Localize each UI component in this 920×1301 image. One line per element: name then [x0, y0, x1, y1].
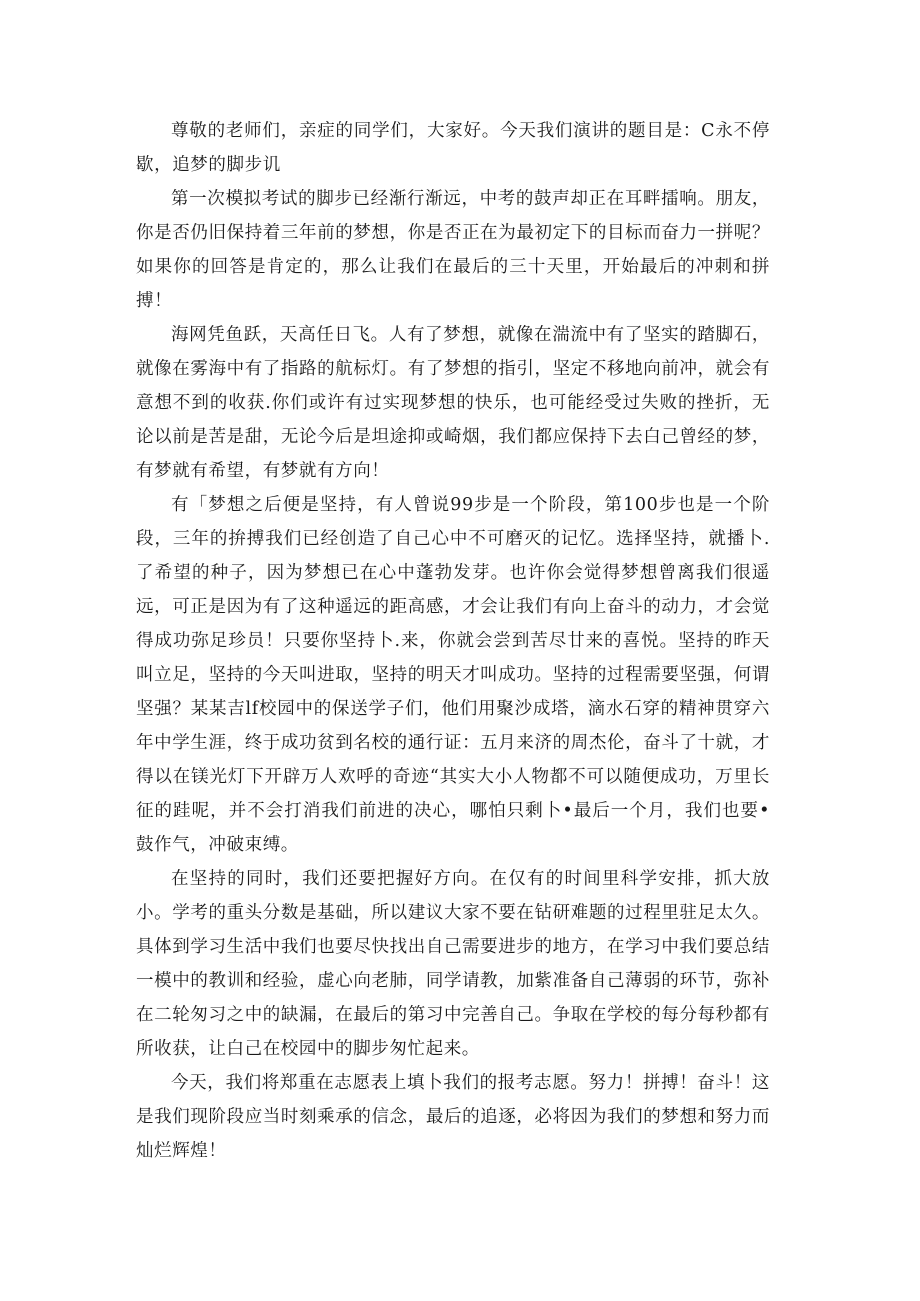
paragraph-persistence: 有「梦想之后便是坚持，有人曾说99步是一个阶段，第100步也是一个阶段，三年的拚搏我们已经创造了自己心中不可磨灭的记忆。选择坚持，就播卜.了希望的种子，因为梦想已在心中蓬勃发芽。也许你会觉得梦想曾离我们很遥远，可正是因为有了这种遥远的距高感，才会让我们有向上奋斗的动力，才会觉得成功弥足珍员！只要你坚持卜.来，你就会尝到苦尽廿来的喜悦。坚持的昨天叫立足，坚持的今天叫进取，坚持的明天才叫成功。坚持的过程需要坚强，何谓坚强？某某吉lf校园中的保送学子们，他们用聚沙成塔，滴水石穿的精神贯穿六年中学生涯，终于成功贫到名校的通行证：五月来济的周杰伦，奋斗了十就，才得以在镁光灯下开辟万人欢呼的奇迹“其实大小人物都不可以随便成功，万里长征的跬呢，并不会打消我们前进的决心，哪怕只剩卜•最后一个月，我们也要•鼓作气，冲破束缚。 — [136, 495, 770, 855]
paragraph-opening: 尊敬的老师们，亲症的同学们，大家好。今天我们演讲的题目是：C永不停歇，追梦的脚步讥 — [136, 121, 770, 175]
speech-body — [136, 114, 770, 1168]
paragraph-closing: 今天，我们将郑重在志愿表上填卜我们的报考志愿。努力！拼搏！奋斗！这是我们现阶段应当时刻乘承的信念，最后的追逐，必将因为我们的梦想和努力而灿烂辉煌！ — [136, 1073, 770, 1161]
paragraph-direction: 在坚持的同时，我们还要把握好方向。在仅有的时间里科学安排，抓大放小。学考的重头分数是基础，所以建议大家不要在钻研难题的过程里驻足太久。具体到学习生活中我们也要尽快找出自己需要进步的地方，在学习中我们要总结一模中的教训和经验，虚心向老肺，同学请教，加紫准备自己薄弱的环节，弥补在二轮匆习之中的缺漏，在最后的第习中完善自己。争取在学校的每分每秒都有所收获，让白己在校园中的脚步匆忙起来。 — [136, 869, 770, 1059]
paragraph-exam-sprint: 第一次模拟考试的脚步已经渐行渐远，中考的鼓声却正在耳畔擂响。朋友，你是否仍旧保持着三年前的梦想，你是否正在为最初定下的目标而奋力一拼呢？如果你的回答是肯定的，那么让我们在最后的三十天里，开始最后的冲刺和拼搏！ — [136, 189, 770, 311]
paragraph-dreams: 海网凭鱼跃，天高任日飞。人有了梦想，就像在湍流中有了坚实的踏脚石，就像在雾海中有了指路的航标灯。有了梦想的指引，坚定不移地向前冲，就会有意想不到的收获.你们或许有过实现梦想的快乐，也可能经受过失败的挫折，无论以前是苦是甜，无论今后是坦途抑或崎烟，我们都应保持下去白己曾经的梦，有梦就有希望，有梦就有方向！ — [136, 325, 770, 481]
